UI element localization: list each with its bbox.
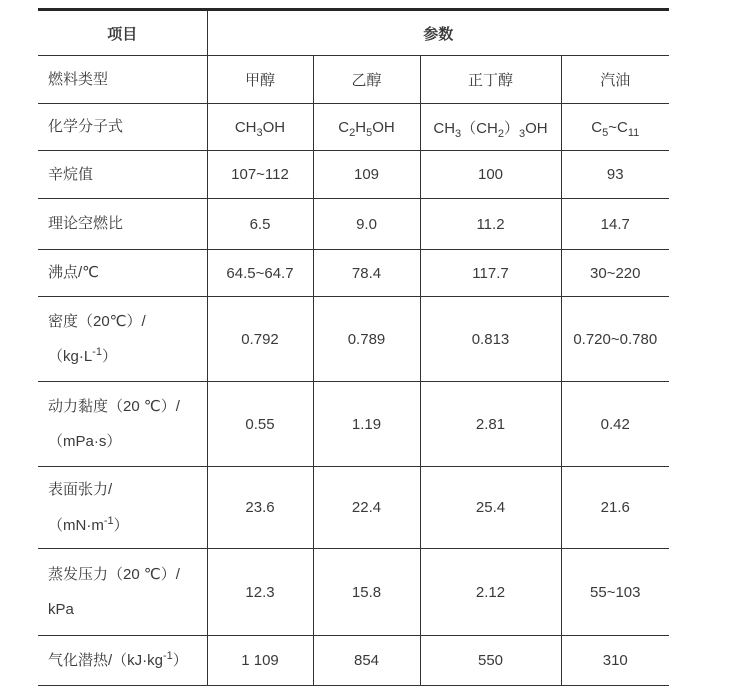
cell-value: 117.7: [420, 250, 561, 297]
cell-value: 23.6: [207, 467, 313, 549]
cell-value: 550: [420, 636, 561, 686]
fuel-properties-table-container: [38, 8, 670, 686]
cell-value: 30~220: [561, 250, 669, 297]
cell-value: 11.2: [420, 199, 561, 250]
cell-value: 21.6: [561, 467, 669, 549]
page: [0, 8, 732, 691]
cell-value: 64.5~64.7: [207, 250, 313, 297]
table-row: [38, 56, 669, 104]
table-row: [38, 636, 669, 686]
row-label: 表面张力/ $(mN\cdot m^{-1})$: [38, 467, 207, 549]
cell-value: 55~103: [561, 549, 669, 636]
cell-value: 109: [313, 151, 420, 199]
header-row: [38, 10, 669, 56]
table-row: [38, 104, 669, 151]
header-cell-param: 参数: [207, 10, 669, 56]
cell-value: 0.813: [420, 297, 561, 382]
table-row: [38, 467, 669, 549]
cell-value: 854: [313, 636, 420, 686]
row-label: 理论空燃比: [38, 199, 207, 250]
row-label: 气化潜热$/(kJ\cdot kg^{-1})$: [38, 636, 207, 686]
table-body: [38, 56, 669, 686]
cell-value: 1.19: [313, 382, 420, 467]
cell-value: 0.789: [313, 297, 420, 382]
cell-value: 15.8: [313, 549, 420, 636]
table-row: [38, 250, 669, 297]
row-label: 动力黏度（20 ℃）/ （mPa·s）: [38, 382, 207, 467]
cell-value: 9.0: [313, 199, 420, 250]
cell-value: $C_2H_5OH$: [313, 104, 420, 151]
cell-value: 78.4: [313, 250, 420, 297]
header-cell-item: 项目: [38, 10, 207, 56]
cell-value: 0.55: [207, 382, 313, 467]
cell-value: 0.720~0.780: [561, 297, 669, 382]
row-label: 化学分子式: [38, 104, 207, 151]
cell-value: 0.792: [207, 297, 313, 382]
table-row: [38, 199, 669, 250]
row-label: 蒸发压力（20 ℃）/ kPa: [38, 549, 207, 636]
cell-value: $C_5\sim C_{11}$: [561, 104, 669, 151]
cell-value: 6.5: [207, 199, 313, 250]
fuel-properties-table: [38, 8, 669, 686]
cell-value: 12.3: [207, 549, 313, 636]
row-label: 燃料类型: [38, 56, 207, 104]
table-row: [38, 382, 669, 467]
table-row: [38, 549, 669, 636]
cell-value: 正丁醇: [420, 56, 561, 104]
row-label: 辛烷值: [38, 151, 207, 199]
cell-value: 乙醇: [313, 56, 420, 104]
cell-value: 汽油: [561, 56, 669, 104]
cell-value: 100: [420, 151, 561, 199]
cell-value: 甲醇: [207, 56, 313, 104]
table-row: [38, 151, 669, 199]
row-label: 密度（20℃）/ $(kg\cdot L^{-1})$: [38, 297, 207, 382]
table-row: [38, 297, 669, 382]
cell-value: $CH_3(CH_2)_3OH$: [420, 104, 561, 151]
row-label: 沸点/℃: [38, 250, 207, 297]
cell-value: 310: [561, 636, 669, 686]
cell-value: 25.4: [420, 467, 561, 549]
cell-value: 22.4: [313, 467, 420, 549]
cell-value: $CH_3OH$: [207, 104, 313, 151]
cell-value: 93: [561, 151, 669, 199]
cell-value: 107~112: [207, 151, 313, 199]
cell-value: 0.42: [561, 382, 669, 467]
cell-value: 1 109: [207, 636, 313, 686]
cell-value: 2.12: [420, 549, 561, 636]
cell-value: 14.7: [561, 199, 669, 250]
cell-value: 2.81: [420, 382, 561, 467]
